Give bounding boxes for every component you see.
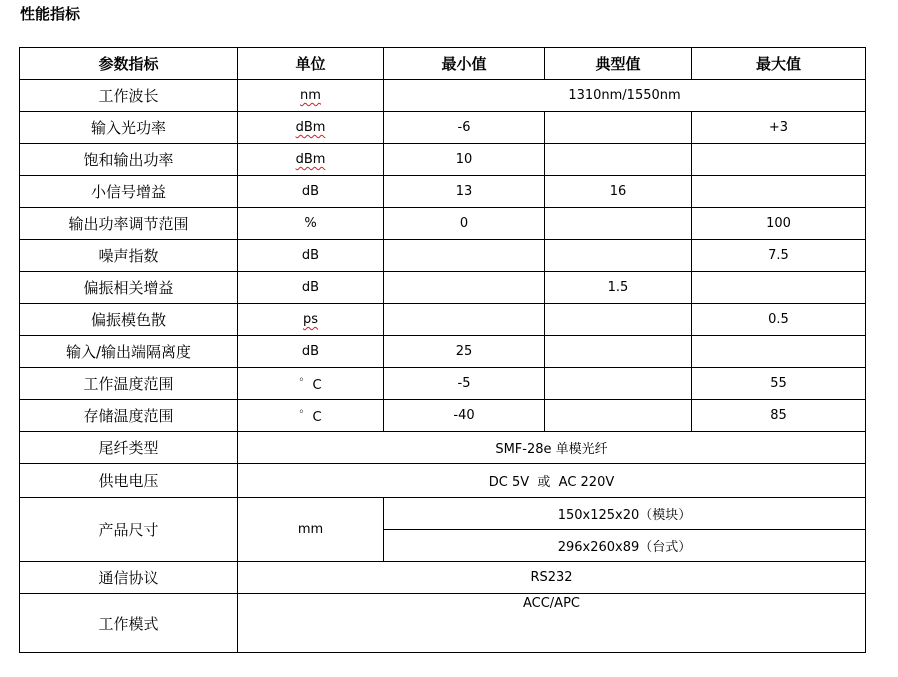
unit-cell: dB xyxy=(238,176,384,208)
unit-cell: ゜C xyxy=(238,400,384,432)
typ-cell xyxy=(545,304,692,336)
param-cell: 输入/输出端隔离度 xyxy=(20,336,238,368)
unit-cell: dB xyxy=(238,240,384,272)
param-cell: 存储温度范围 xyxy=(20,400,238,432)
size-desktop-cell: 296x260x89（台式） xyxy=(384,530,866,562)
param-cell: 小信号增益 xyxy=(20,176,238,208)
param-cell: 噪声指数 xyxy=(20,240,238,272)
max-cell: 100 xyxy=(692,208,866,240)
min-cell: 0 xyxy=(384,208,545,240)
typ-cell xyxy=(545,144,692,176)
param-cell: 输入光功率 xyxy=(20,112,238,144)
min-cell: 10 xyxy=(384,144,545,176)
max-cell: 55 xyxy=(692,368,866,400)
param-cell: 供电电压 xyxy=(20,464,238,498)
max-cell: +3 xyxy=(692,112,866,144)
size-module-cell: 150x125x20（模块） xyxy=(384,498,866,530)
param-cell: 饱和输出功率 xyxy=(20,144,238,176)
unit-cell: % xyxy=(238,208,384,240)
min-cell xyxy=(384,304,545,336)
header-typ: 典型值 xyxy=(545,48,692,80)
table-row xyxy=(20,176,866,208)
unit-cell xyxy=(238,80,384,112)
unit-cell xyxy=(238,144,384,176)
min-cell xyxy=(384,272,545,304)
header-min: 最小值 xyxy=(384,48,545,80)
table-row xyxy=(20,594,866,653)
unit-cell xyxy=(238,304,384,336)
merged-value-cell: SMF-28e 单模光纤 xyxy=(238,432,866,464)
typ-cell xyxy=(545,112,692,144)
param-cell: 尾纤类型 xyxy=(20,432,238,464)
min-cell: -5 xyxy=(384,368,545,400)
min-cell: -40 xyxy=(384,400,545,432)
spec-table xyxy=(19,47,866,653)
param-cell: 输出功率调节范围 xyxy=(20,208,238,240)
max-cell xyxy=(692,144,866,176)
unit-text: ps xyxy=(302,312,319,327)
max-cell: 7.5 xyxy=(692,240,866,272)
typ-cell xyxy=(545,208,692,240)
param-cell: 工作模式 xyxy=(20,594,238,653)
min-cell xyxy=(384,240,545,272)
unit-cell: dB xyxy=(238,272,384,304)
table-header-row xyxy=(20,48,866,80)
typ-cell: 1.5 xyxy=(545,272,692,304)
table-row xyxy=(20,400,866,432)
merged-value-cell: 1310nm/1550nm xyxy=(384,80,866,112)
table-row xyxy=(20,80,866,112)
unit-cell: mm xyxy=(238,498,384,562)
table-row xyxy=(20,144,866,176)
header-max: 最大值 xyxy=(692,48,866,80)
unit-text: dBm xyxy=(295,152,326,167)
unit-text: dBm xyxy=(295,120,326,135)
typ-cell xyxy=(545,240,692,272)
table-row xyxy=(20,304,866,336)
header-param: 参数指标 xyxy=(20,48,238,80)
merged-value-cell: ACC/APC xyxy=(238,594,866,653)
table-row xyxy=(20,498,866,530)
table-row xyxy=(20,336,866,368)
merged-value-cell: RS232 xyxy=(238,562,866,594)
min-cell: 13 xyxy=(384,176,545,208)
max-cell xyxy=(692,176,866,208)
table-row xyxy=(20,368,866,400)
unit-cell: dB xyxy=(238,336,384,368)
typ-cell xyxy=(545,368,692,400)
table-row xyxy=(20,272,866,304)
param-cell: 偏振模色散 xyxy=(20,304,238,336)
param-cell: 通信协议 xyxy=(20,562,238,594)
param-cell: 产品尺寸 xyxy=(20,498,238,562)
min-cell: -6 xyxy=(384,112,545,144)
header-unit: 单位 xyxy=(238,48,384,80)
param-cell: 偏振相关增益 xyxy=(20,272,238,304)
max-cell: 85 xyxy=(692,400,866,432)
page-title: 性能指标 xyxy=(20,5,81,23)
table-row xyxy=(20,562,866,594)
table-row xyxy=(20,208,866,240)
param-cell: 工作温度范围 xyxy=(20,368,238,400)
max-cell xyxy=(692,272,866,304)
unit-text: nm xyxy=(300,88,321,103)
table-row xyxy=(20,464,866,498)
max-cell: 0.5 xyxy=(692,304,866,336)
merged-value-cell: DC 5V 或 AC 220V xyxy=(238,464,866,498)
min-cell: 25 xyxy=(384,336,545,368)
table-row xyxy=(20,112,866,144)
table-row xyxy=(20,240,866,272)
unit-cell xyxy=(238,112,384,144)
unit-cell: ゜C xyxy=(238,368,384,400)
param-cell: 工作波长 xyxy=(20,80,238,112)
typ-cell: 16 xyxy=(545,176,692,208)
table-row xyxy=(20,432,866,464)
max-cell xyxy=(692,336,866,368)
typ-cell xyxy=(545,336,692,368)
typ-cell xyxy=(545,400,692,432)
